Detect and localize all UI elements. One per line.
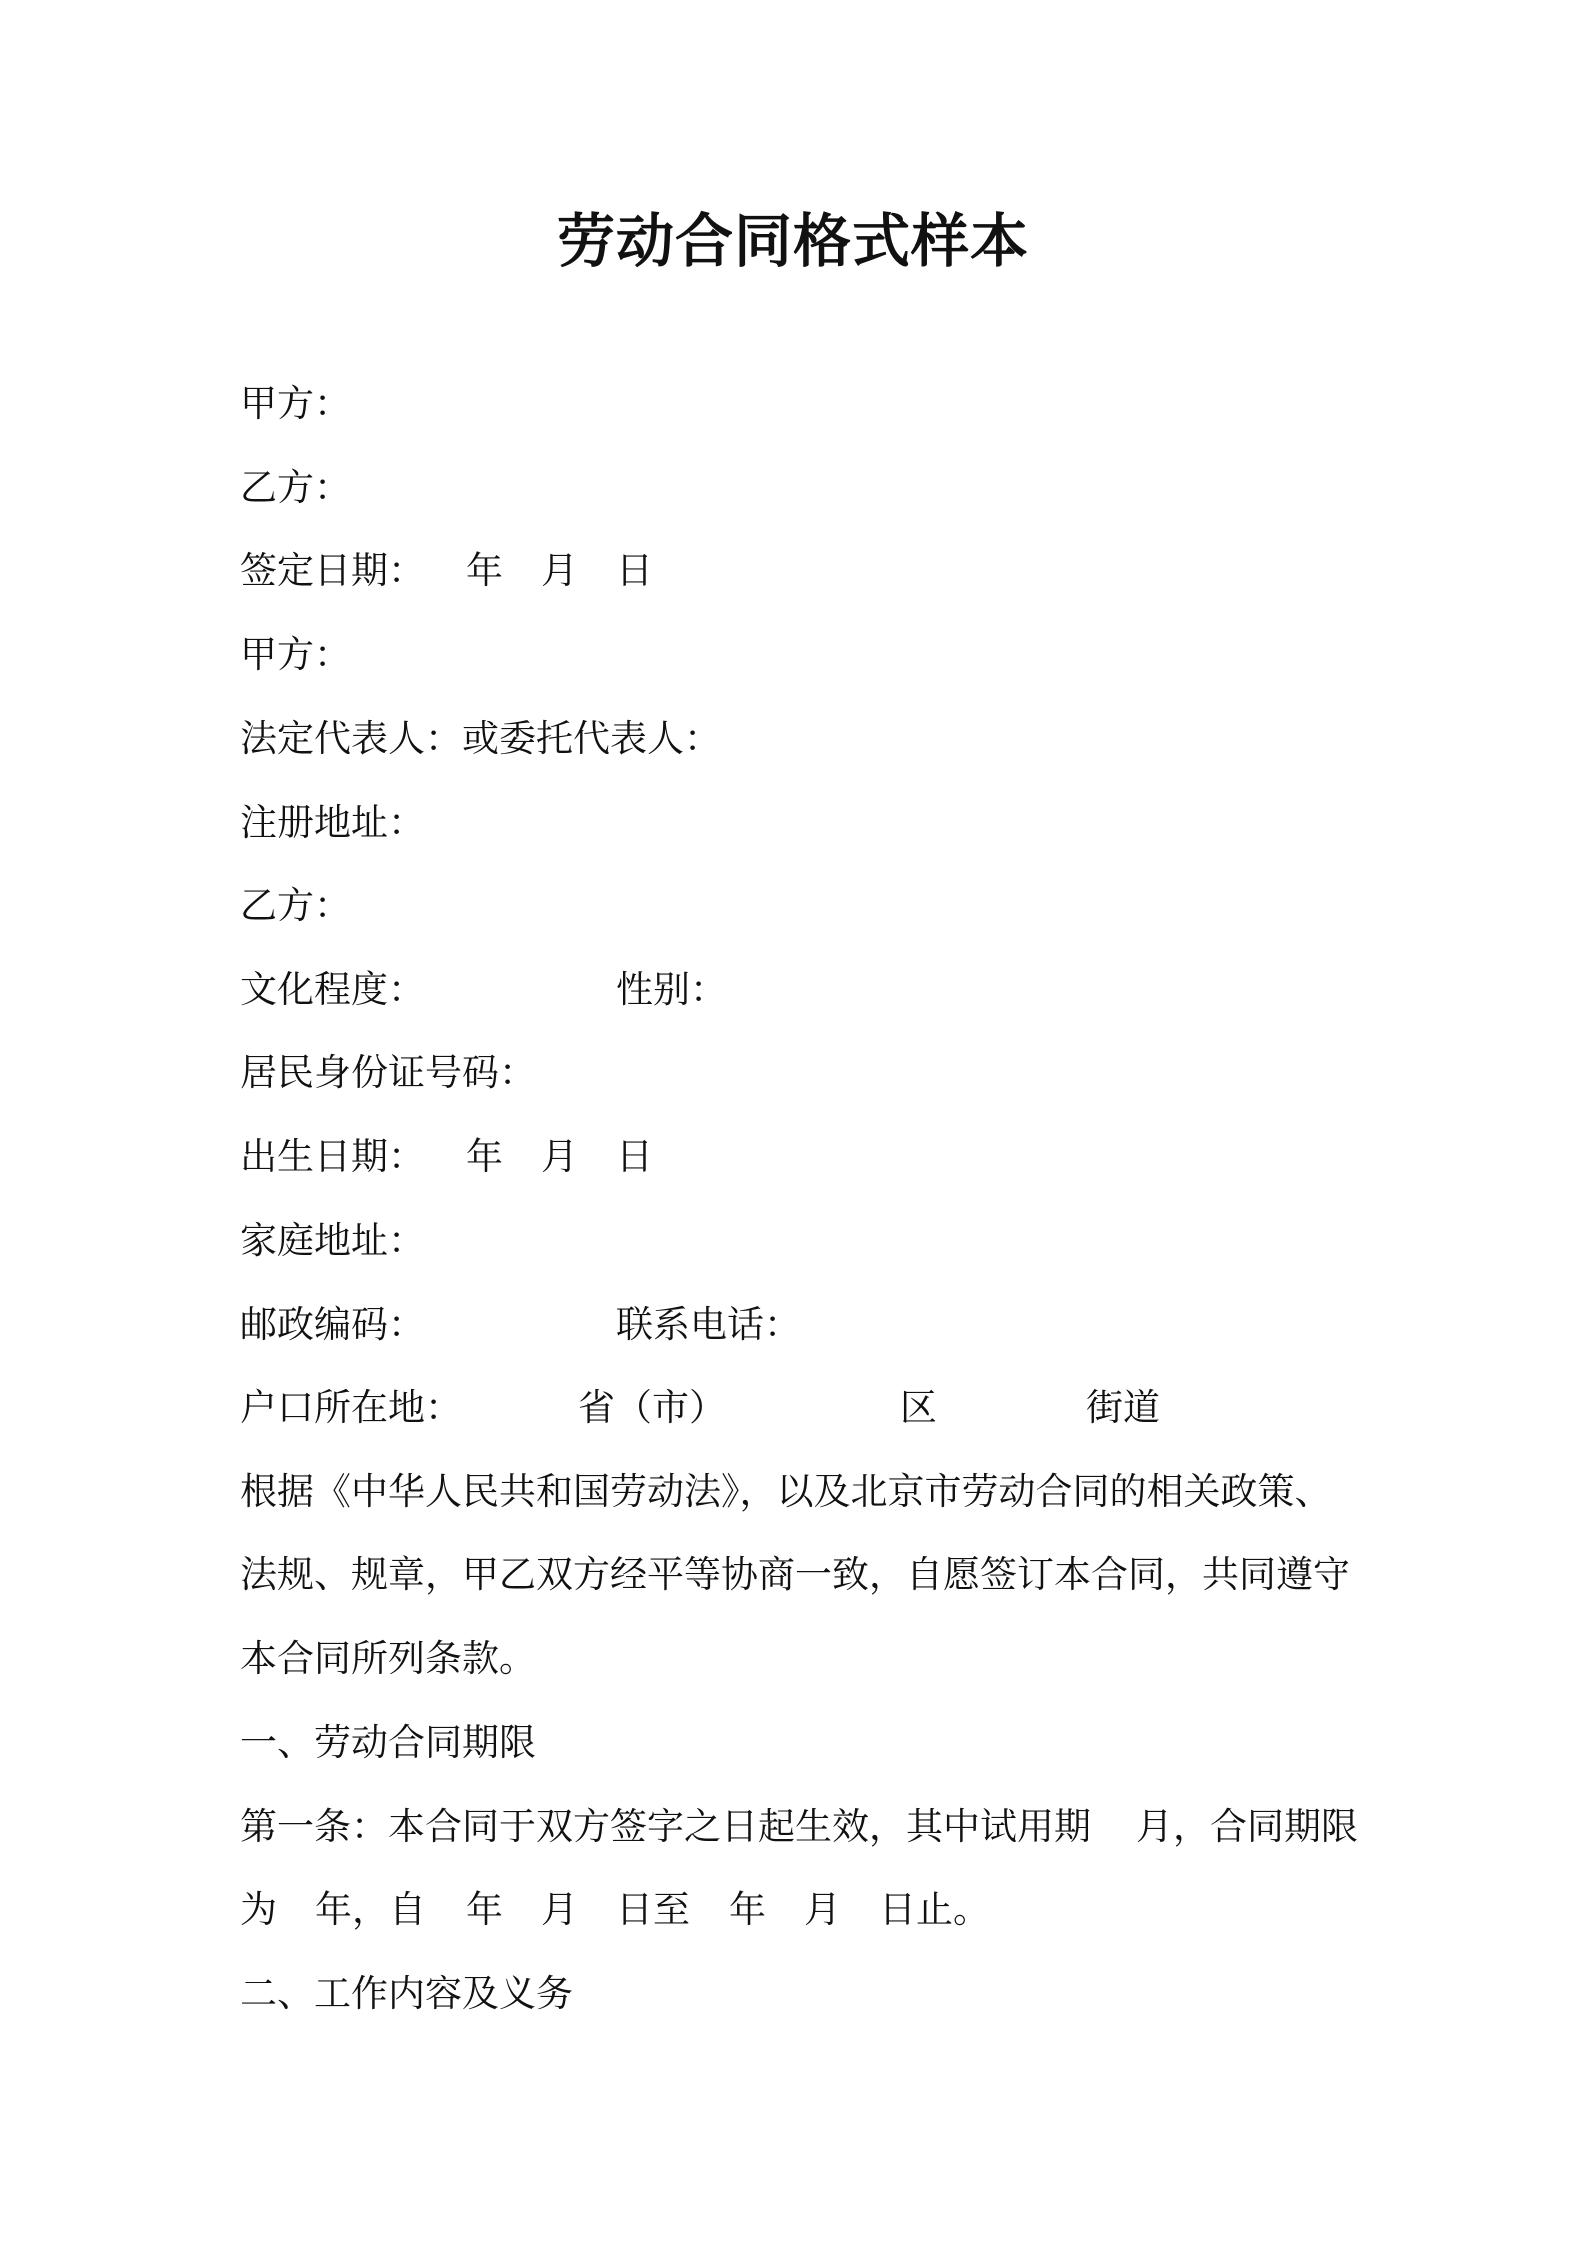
hukou-label: 户口所在地： xyxy=(240,1386,462,1429)
article-1-wei: 为 xyxy=(240,1888,277,1931)
education-label: 文化程度： xyxy=(240,968,425,1011)
reg-address-label: 注册地址： xyxy=(240,801,425,844)
party-a-detail-label: 甲方： xyxy=(240,633,351,676)
article-1-years-from: 年，自 xyxy=(315,1888,426,1931)
article-1-start-month: 月 xyxy=(541,1888,578,1931)
article-1-start-year: 年 xyxy=(466,1888,503,1931)
gender-label: 性别： xyxy=(616,968,727,1011)
article-1-end-day: 日止。 xyxy=(879,1888,990,1931)
sign-date-year: 年 xyxy=(466,549,503,592)
article-1-end-month: 月 xyxy=(804,1888,841,1931)
birth-day: 日 xyxy=(616,1135,653,1178)
sign-date-label: 签定日期： xyxy=(240,549,425,592)
hukou-province: 省（市） xyxy=(578,1386,726,1429)
preamble-text-3: 本合同所列条款。 xyxy=(240,1637,536,1680)
section-1-heading: 一、劳动合同期限 xyxy=(240,1721,536,1764)
id-number-label: 居民身份证号码： xyxy=(240,1051,536,1094)
article-1-text-b: 月，合同期限 xyxy=(1136,1805,1358,1848)
home-address-label: 家庭地址： xyxy=(240,1219,425,1262)
party-a-label: 甲方： xyxy=(240,382,351,425)
birth-year: 年 xyxy=(466,1135,503,1178)
article-1-start-day-to: 日至 xyxy=(616,1888,690,1931)
section-2-heading: 二、工作内容及义务 xyxy=(240,1972,573,2015)
preamble-text-1: 根据《中华人民共和国劳动法》，以及北京市劳动合同的相关政策、 xyxy=(240,1470,1332,1513)
party-b-detail-label: 乙方： xyxy=(240,884,351,927)
hukou-district: 区 xyxy=(900,1386,937,1429)
article-1-end-year: 年 xyxy=(729,1888,766,1931)
hukou-street: 街道 xyxy=(1086,1386,1160,1429)
sign-date-day: 日 xyxy=(616,549,653,592)
birth-date-label: 出生日期： xyxy=(240,1135,425,1178)
preamble-text-2: 法规、规章，甲乙双方经平等协商一致，自愿签订本合同，共同遵守 xyxy=(240,1553,1350,1596)
phone-label: 联系电话： xyxy=(616,1303,801,1346)
document-title: 劳动合同格式样本 xyxy=(556,207,1029,275)
party-b-label: 乙方： xyxy=(240,466,351,509)
postcode-label: 邮政编码： xyxy=(240,1303,425,1346)
birth-month: 月 xyxy=(541,1135,578,1178)
legal-rep-label: 法定代表人：或委托代表人： xyxy=(240,717,721,760)
sign-date-month: 月 xyxy=(541,549,578,592)
article-1-text-a: 第一条：本合同于双方签字之日起生效，其中试用期 xyxy=(240,1805,1091,1848)
